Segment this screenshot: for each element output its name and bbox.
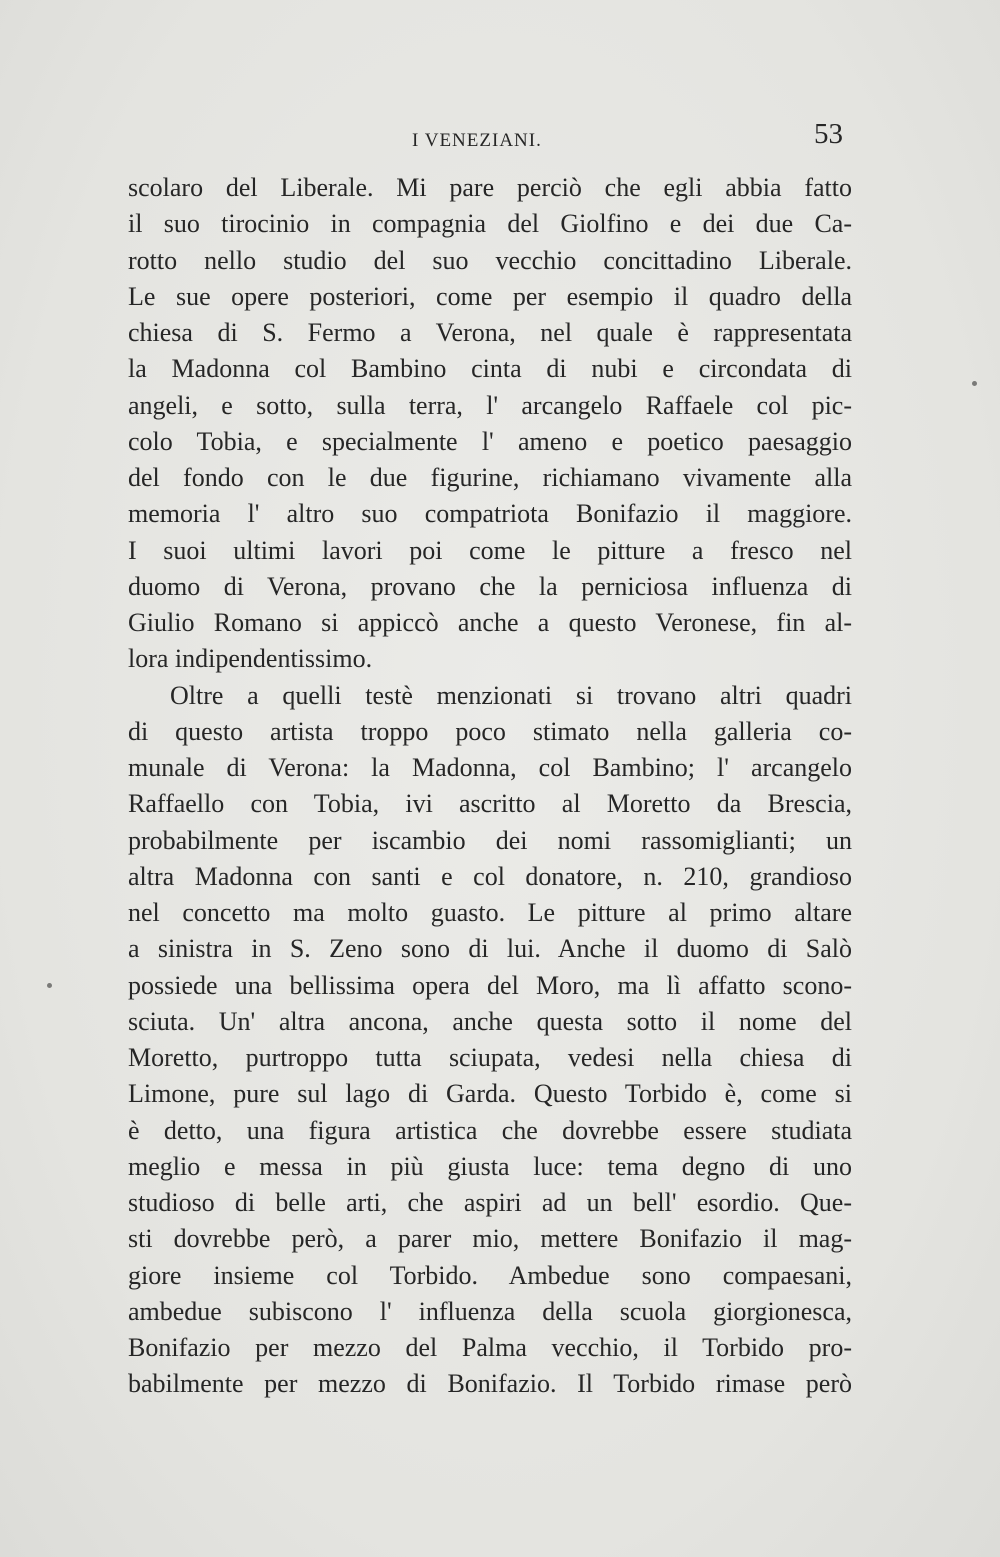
text-line: giore insieme col Torbido. Ambedue sono compaesani, <box>128 1260 852 1290</box>
text-line: di questo artista troppo poco stimato nella galleria co- <box>128 716 852 746</box>
text-line: nel concetto ma molto guasto. Le pitture al primo altare <box>128 898 852 927</box>
text-line: sciuta. Un' altra ancona, anche questa sotto il nome del <box>128 1006 852 1036</box>
text-line: Giulio Romano si appiccò anche a questo Veronese, fin al- <box>128 608 852 637</box>
text-line: Moretto, purtroppo tutta sciupata, vedesi nella chiesa di <box>128 1043 852 1072</box>
text-line: meglio e messa in più giusta luce: tema degno di uno <box>128 1151 852 1181</box>
paper-speck <box>47 983 52 988</box>
text-line: babilmente per mezzo di Bonifazio. Il Torbido rimase però <box>128 1369 852 1399</box>
text-line: Limone, pure sul lago di Garda. Questo Torbido è, come si <box>128 1079 852 1109</box>
text-line: ambedue subiscono l' influenza della scuola giorgionesca, <box>128 1296 852 1326</box>
text-line: è detto, una figura artistica che dovrebbe essere studiata <box>128 1115 852 1145</box>
text-line: I suoi ultimi lavori poi come le pitture a fresco nel <box>128 535 852 565</box>
paragraph-start-line: Oltre a quelli testè menzionati si trovano altri quadri <box>170 680 852 710</box>
text-line: angeli, e sotto, sulla terra, l' arcangelo Raffaele col pic- <box>128 390 852 420</box>
text-line: duomo di Verona, provano che la perniciosa influenza di <box>128 571 852 601</box>
text-line: il suo tirocinio in compagnia del Giolfino e dei due Ca- <box>128 209 852 239</box>
text-line: memoria l' altro suo compatriota Bonifazio il maggiore. <box>128 499 852 529</box>
text-line: possiede una bellissima opera del Moro, ma lì affatto scono- <box>128 970 852 1000</box>
text-line: sti dovrebbe però, a parer mio, mettere Bonifazio il mag- <box>128 1224 852 1254</box>
text-line: Bonifazio per mezzo del Palma vecchio, il Torbido pro- <box>128 1333 852 1362</box>
text-line: munale di Verona: la Madonna, col Bambino; l' arcangelo <box>128 753 852 782</box>
text-line: la Madonna col Bambino cinta di nubi e circondata di <box>128 354 852 384</box>
running-head <box>0 118 1000 158</box>
text-line: studioso di belle arti, che aspiri ad un bell' esordio. Que- <box>128 1188 852 1217</box>
text-line: Le sue opere posteriori, come per esempio il quadro della <box>128 281 852 311</box>
text-line: Raffaello con Tobia, ivi ascritto al Moretto da Brescia, <box>128 789 852 819</box>
page-number: 53 <box>814 118 843 150</box>
body-text <box>128 170 852 1403</box>
text-line: altra Madonna con santi e col donatore, n. 210, grandioso <box>128 861 852 891</box>
text-line: scolaro del Liberale. Mi pare perciò che egli abbia fatto <box>128 173 852 202</box>
paper-speck <box>972 381 977 386</box>
text-line: rotto nello studio del suo vecchio concittadino Liberale. <box>128 245 852 275</box>
text-line: del fondo con le due figurine, richiamano vivamente alla <box>128 463 852 492</box>
text-line: a sinistra in S. Zeno sono di lui. Anche il duomo di Salò <box>128 934 852 964</box>
running-title: I VENEZIANI. <box>412 130 542 151</box>
text-line: colo Tobia, e specialmente l' ameno e poetico paesaggio <box>128 426 852 456</box>
text-line: chiesa di S. Fermo a Verona, nel quale è rappresentata <box>128 318 852 347</box>
paragraph-end-line: lora indipendentissimo. <box>128 644 373 674</box>
text-line: probabilmente per iscambio dei nomi rassomiglianti; un <box>128 825 852 855</box>
